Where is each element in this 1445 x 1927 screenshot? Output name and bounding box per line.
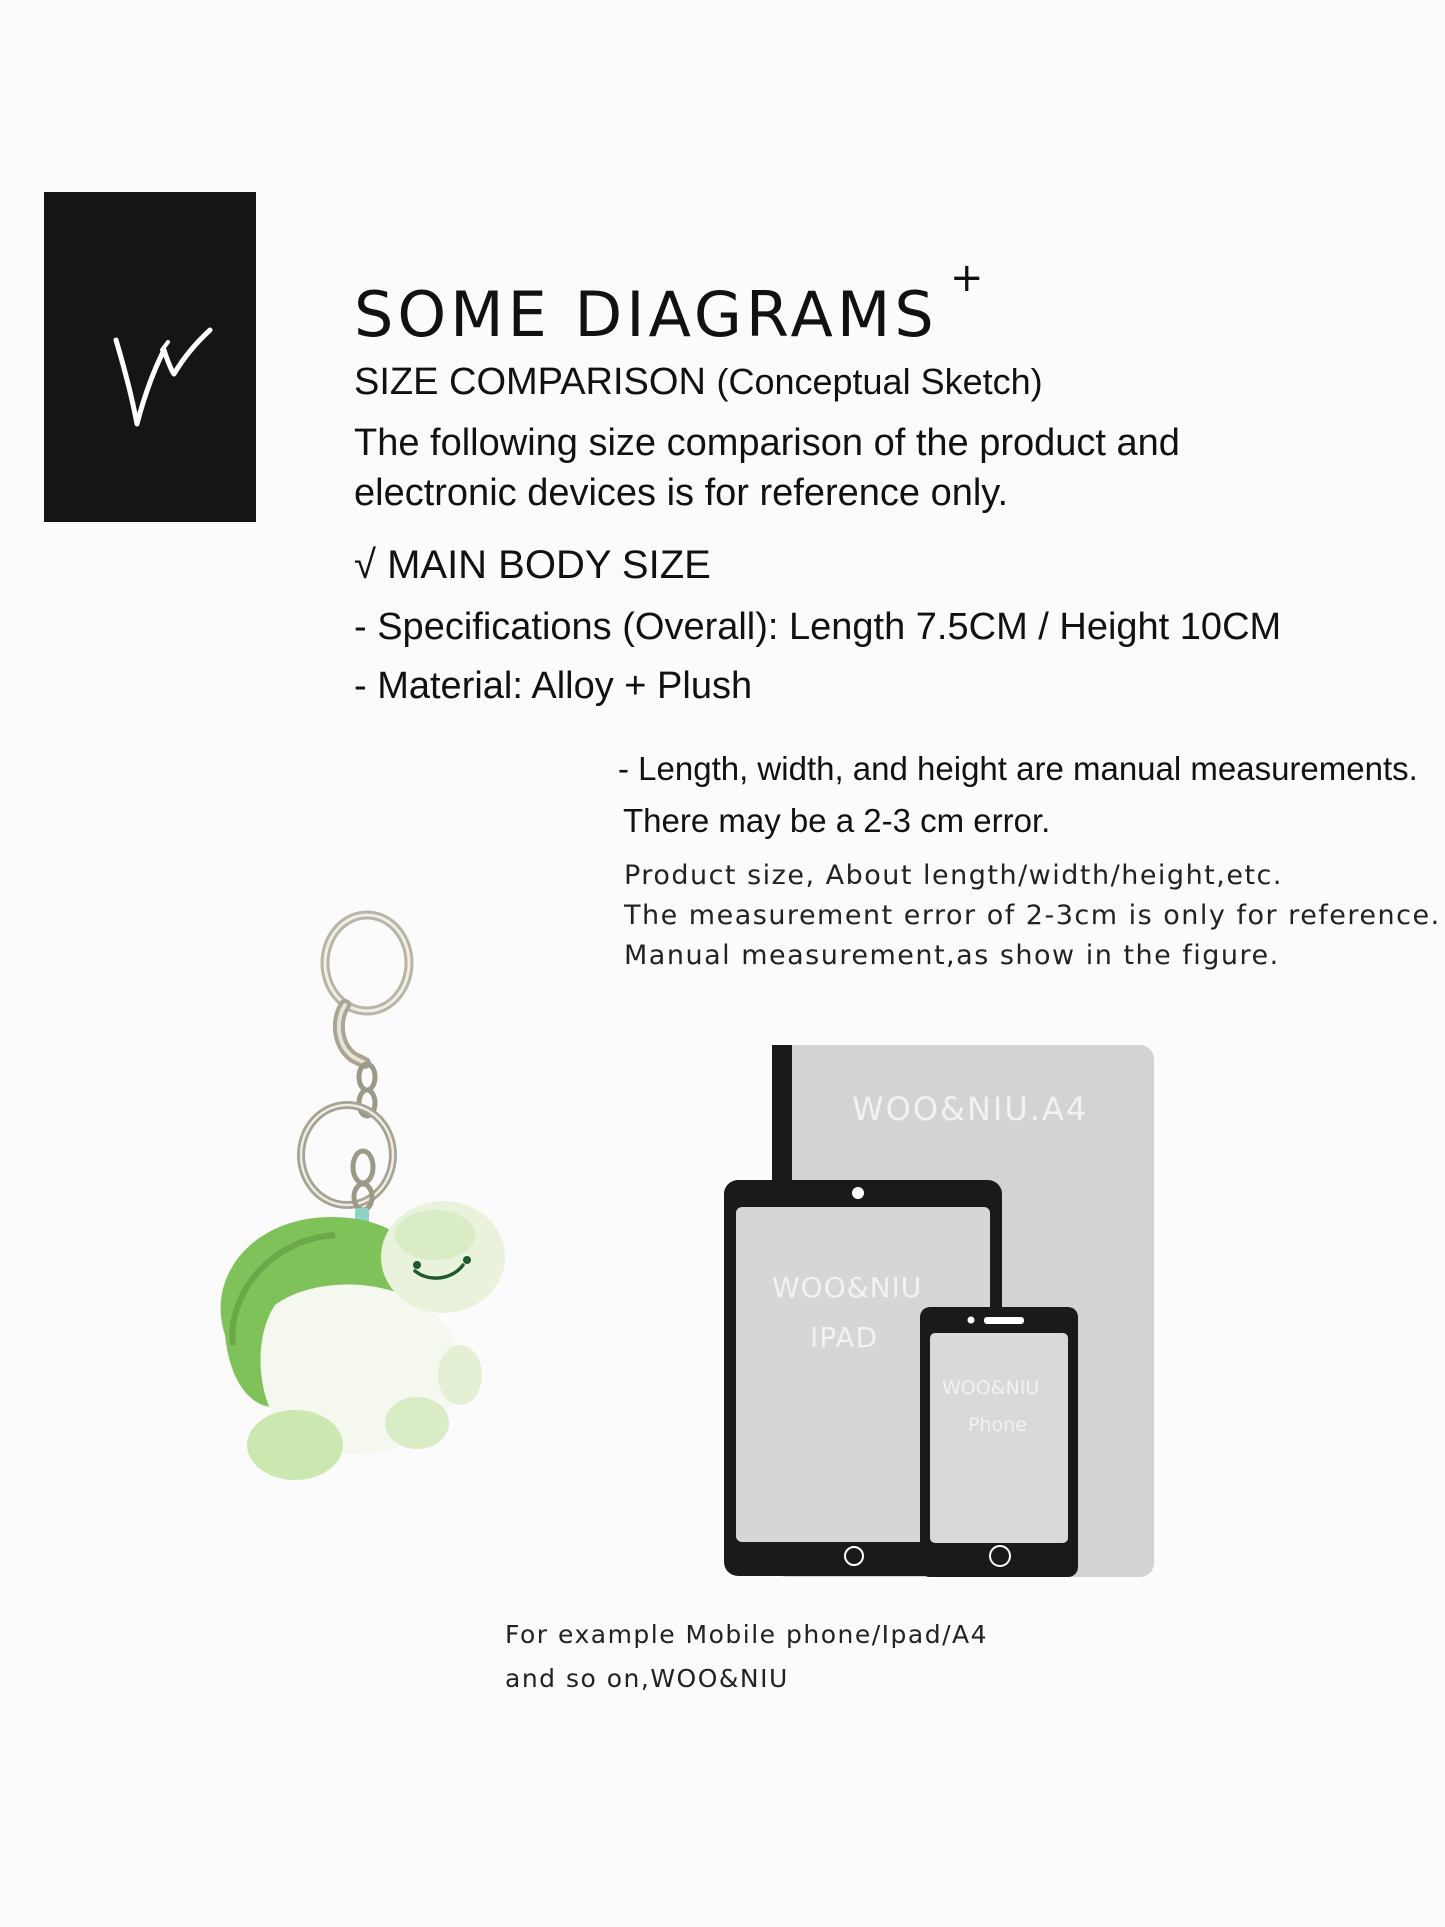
- intro-text: [354, 418, 1354, 518]
- measurement-note-2: There may be a 2-3 cm error.: [623, 802, 1051, 839]
- ipad-camera-icon: [852, 1187, 864, 1199]
- intro-line-1: The following size comparison of the product and: [354, 422, 1180, 464]
- a4-label: WOO&NIU.A4: [852, 1090, 1089, 1128]
- section-subtitle: [354, 361, 1043, 404]
- brand-v-logo-icon: [44, 192, 256, 522]
- main-body-size-heading: √ MAIN BODY SIZE: [354, 543, 711, 587]
- caption-line-2: and so on,WOO&NIU: [505, 1664, 789, 1693]
- spec-dimensions: - Specifications (Overall): Length 7.5CM / Height 10CM: [354, 606, 1282, 648]
- phone-speaker-icon: [984, 1317, 1024, 1324]
- intro-line-2: electronic devices is for reference only.: [354, 472, 1009, 514]
- small-note-3: Manual measurement,as show in the figure.: [624, 940, 1280, 971]
- small-note-1: Product size, About length/width/height,etc.: [624, 860, 1283, 891]
- measurement-note-1: - Length, width, and height are manual measurements.: [618, 750, 1418, 787]
- ipad-label-1: WOO&NIU: [772, 1271, 923, 1304]
- phone-screen: [930, 1333, 1068, 1543]
- subtitle-main: SIZE COMPARISON: [354, 361, 706, 403]
- subtitle-paren: (Conceptual Sketch): [716, 361, 1043, 402]
- phone-label-1: WOO&NIU: [942, 1377, 1040, 1399]
- spec-material: - Material: Alloy + Plush: [354, 665, 753, 707]
- small-note-2: The measurement error of 2-3cm is only for reference.: [624, 900, 1441, 931]
- brand-logo: [44, 192, 256, 522]
- turtle-keychain-image: [195, 905, 575, 1585]
- ipad-label-2: IPAD: [810, 1321, 879, 1354]
- page-title: SOME DIAGRAMS: [354, 278, 938, 351]
- phone-label-2: Phone: [968, 1414, 1027, 1436]
- device-size-diagram: [722, 1045, 1162, 1585]
- turtle-leg: [247, 1410, 343, 1480]
- caption-line-1: For example Mobile phone/Ipad/A4: [505, 1620, 989, 1649]
- title-plus-mark: +: [950, 255, 984, 301]
